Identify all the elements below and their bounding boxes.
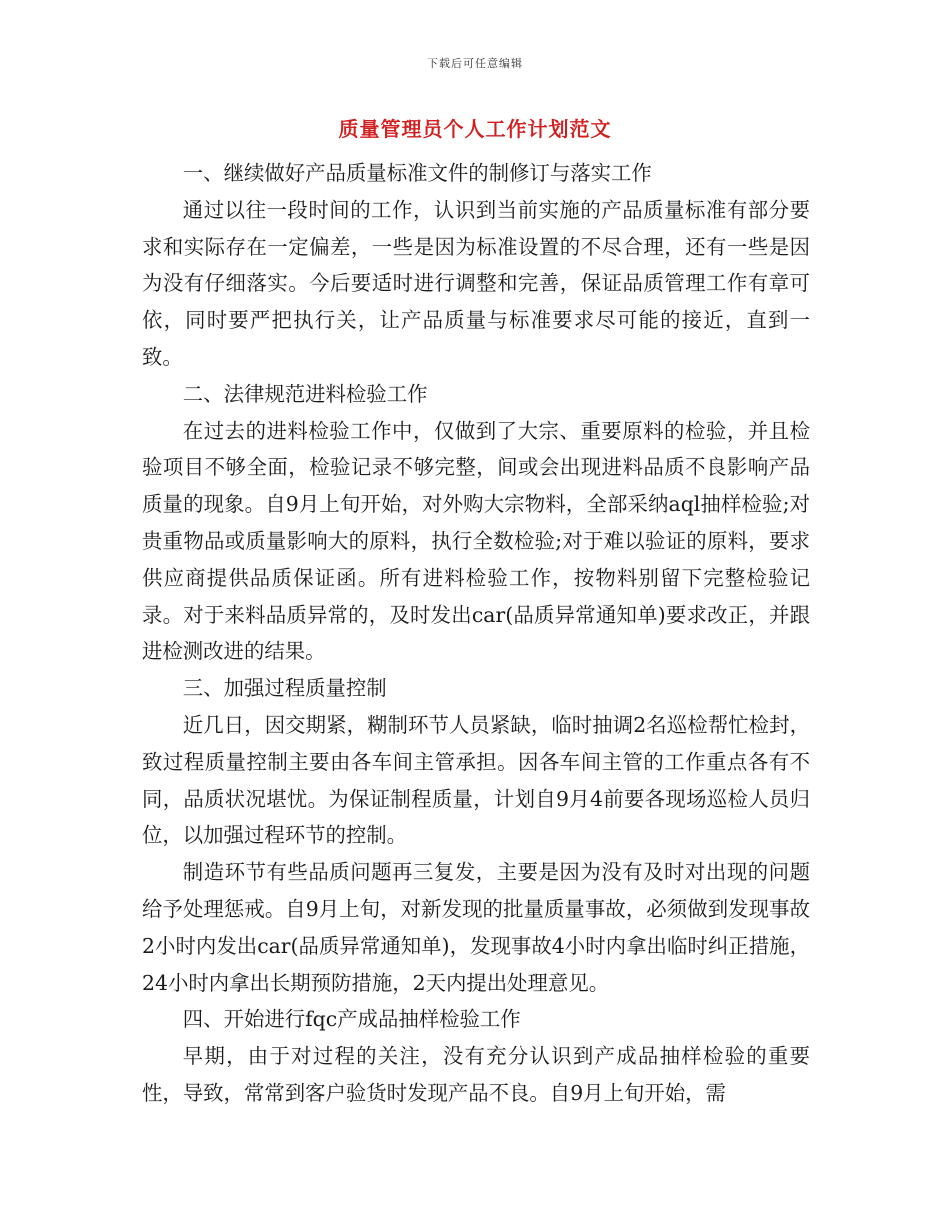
section-heading-3: 三、加强过程质量控制	[182, 676, 387, 701]
document-body	[142, 155, 810, 1112]
section-heading-2: 二、法律规范进料检验工作	[182, 381, 428, 406]
section-heading-1: 一、继续做好产品质量标准文件的制修订与落实工作	[182, 161, 652, 185]
header-note: 下载后可任意编辑	[427, 57, 523, 70]
paragraph: 早期，由于对过程的关注，没有充分认识到产成品抽样检验的重要性，导致，常常到客户验货时发现产品不良。自9月上旬开始，需	[142, 1044, 810, 1105]
paragraph: 通过以往一段时间的工作，认识到当前实施的产品质量标准有部分要求和实际存在一定偏差，一些是因为标准设置的不尽合理，还有一些是因为没有仔细落实。今后要适时进行调整和完善，保证品质管理工作有章可依，同时要严把执行关，让产品质量与标准要求尽可能的接近，直到一致。	[142, 197, 810, 369]
section-heading-4: 四、开始进行fqc产成品抽样检验工作	[182, 1007, 521, 1032]
paragraph: 制造环节有些品质问题再三复发，主要是因为没有及时对出现的问题给予处理惩戒。自9月上旬，对新发现的批量质量事故，必须做到发现事故2小时内发出car(品质异常通知单)，发现事故4小时内拿出临时纠正措施，24小时内拿出长期预防措施，2天内提出处理意见。	[142, 860, 810, 995]
document-title: 质量管理员个人工作计划范文	[338, 117, 612, 141]
paragraph: 近几日，因交期紧，糊制环节人员紧缺，临时抽调2名巡检帮忙检封，致过程质量控制主要由各车间主管承担。因各车间主管的工作重点各有不同，品质状况堪忧。为保证制程质量，计划自9月4前要各现场巡检人员归位，以加强过程环节的控制。	[142, 712, 810, 848]
paragraph: 在过去的进料检验工作中，仅做到了大宗、重要原料的检验，并且检验项目不够全面，检验记录不够完整，间或会出现进料品质不良影响产品质量的现象。自9月上旬开始，对外购大宗物料，全部采纳aql抽样检验;对贵重物品或质量影响大的原料，执行全数检验;对于难以验证的原料，要求供应商提供品质保证函。所有进料检验工作，按物料别留下完整检验记录。对于来料品质异常的，及时发出car(品质异常通知单)要求改正，并跟进检测改进的结果。	[142, 418, 810, 664]
